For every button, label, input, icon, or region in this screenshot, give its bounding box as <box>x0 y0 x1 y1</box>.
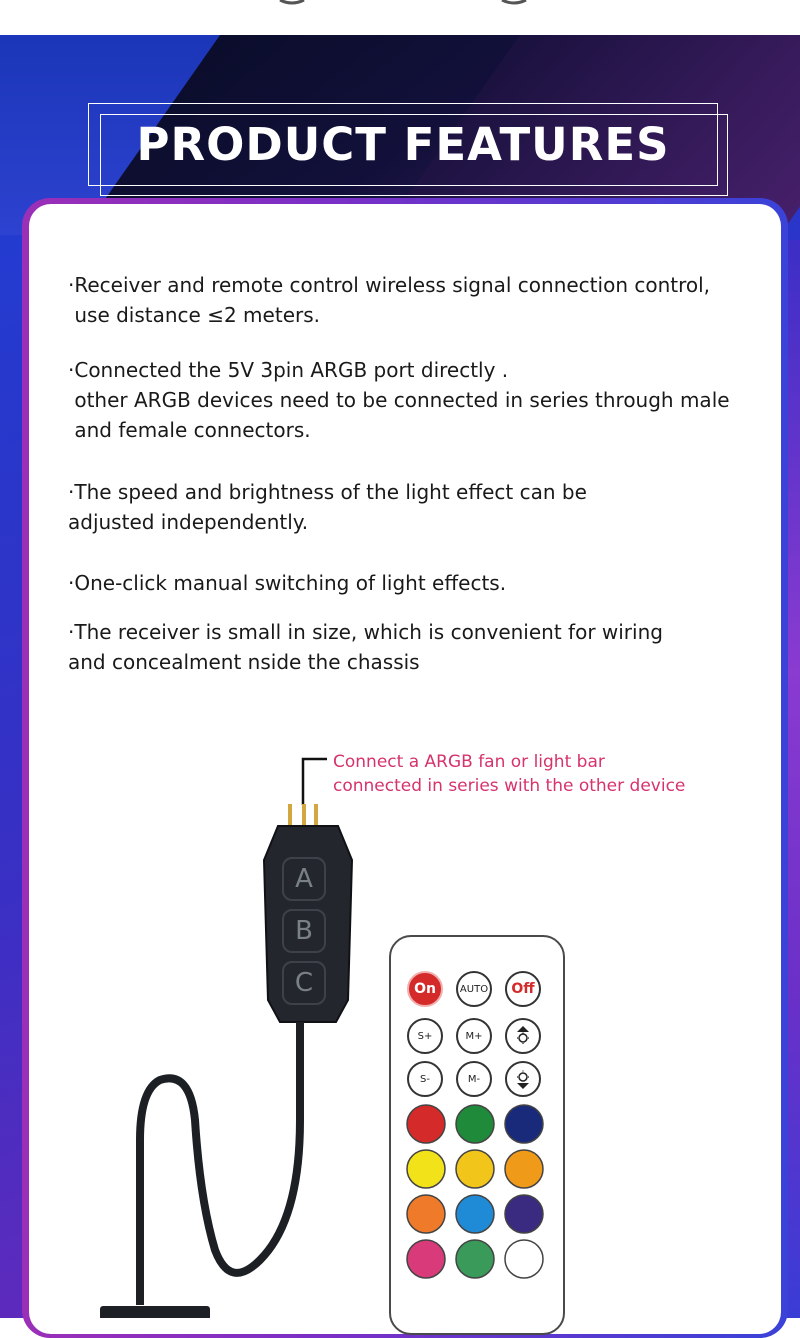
top-strip <box>0 0 800 35</box>
title-frame <box>88 103 718 186</box>
feature-item-4: ·One-click manual switching of light effects. <box>68 571 507 595</box>
color-button-r4-c3[interactable] <box>505 1240 543 1278</box>
remote-row-3 <box>407 1061 547 1101</box>
feature-item-3: ·The speed and brightness of the light effect can be adjusted independently. <box>68 480 587 534</box>
color-button-r1-c3[interactable] <box>505 1105 543 1143</box>
color-button-r3-c1[interactable] <box>407 1195 445 1233</box>
off-button[interactable]: Off <box>505 971 541 1007</box>
color-button-grid <box>405 1103 549 1283</box>
on-button[interactable]: On <box>407 971 443 1007</box>
receiver-button-c[interactable]: C <box>282 961 326 1005</box>
mode-down-button[interactable]: M- <box>456 1061 492 1097</box>
color-button-r2-c1[interactable] <box>407 1150 445 1188</box>
brightness-up-icon <box>510 1023 536 1049</box>
color-button-r2-c3[interactable] <box>505 1150 543 1188</box>
top-cropped-graphic <box>0 0 800 35</box>
auto-button[interactable]: AUTO <box>456 971 492 1007</box>
receiver-buttons <box>282 857 326 1009</box>
brightness-down-button[interactable] <box>505 1061 541 1097</box>
remote-row-1 <box>407 971 547 1011</box>
color-button-r2-c2[interactable] <box>456 1150 494 1188</box>
speed-down-button[interactable]: S- <box>407 1061 443 1097</box>
callout-text: Connect a ARGB fan or light bar connected in series with the other device <box>333 752 686 796</box>
color-button-r4-c1[interactable] <box>407 1240 445 1278</box>
brightness-down-icon <box>510 1066 536 1092</box>
color-button-r3-c2[interactable] <box>456 1195 494 1233</box>
receiver-button-b[interactable]: B <box>282 909 326 953</box>
feature-item-5: ·The receiver is small in size, which is convenient for wiring and concealment nside the chassis <box>68 620 663 674</box>
receiver-device <box>100 800 370 1318</box>
color-button-r4-c2[interactable] <box>456 1240 494 1278</box>
feature-item-1: ·Receiver and remote control wireless signal connection control, use distance ≤2 meters. <box>68 273 711 327</box>
color-button-r3-c3[interactable] <box>505 1195 543 1233</box>
mode-up-button[interactable]: M+ <box>456 1018 492 1054</box>
receiver-button-a[interactable]: A <box>282 857 326 901</box>
color-button-r1-c1[interactable] <box>407 1105 445 1143</box>
page-title: PRODUCT FEATURES <box>136 118 670 171</box>
remote-row-2 <box>407 1018 547 1058</box>
feature-item-2: ·Connected the 5V 3pin ARGB port directly . other ARGB devices need to be connected in series through male and female connectors. <box>68 358 730 442</box>
color-button-r1-c2[interactable] <box>456 1105 494 1143</box>
brightness-up-button[interactable] <box>505 1018 541 1054</box>
speed-up-button[interactable]: S+ <box>407 1018 443 1054</box>
